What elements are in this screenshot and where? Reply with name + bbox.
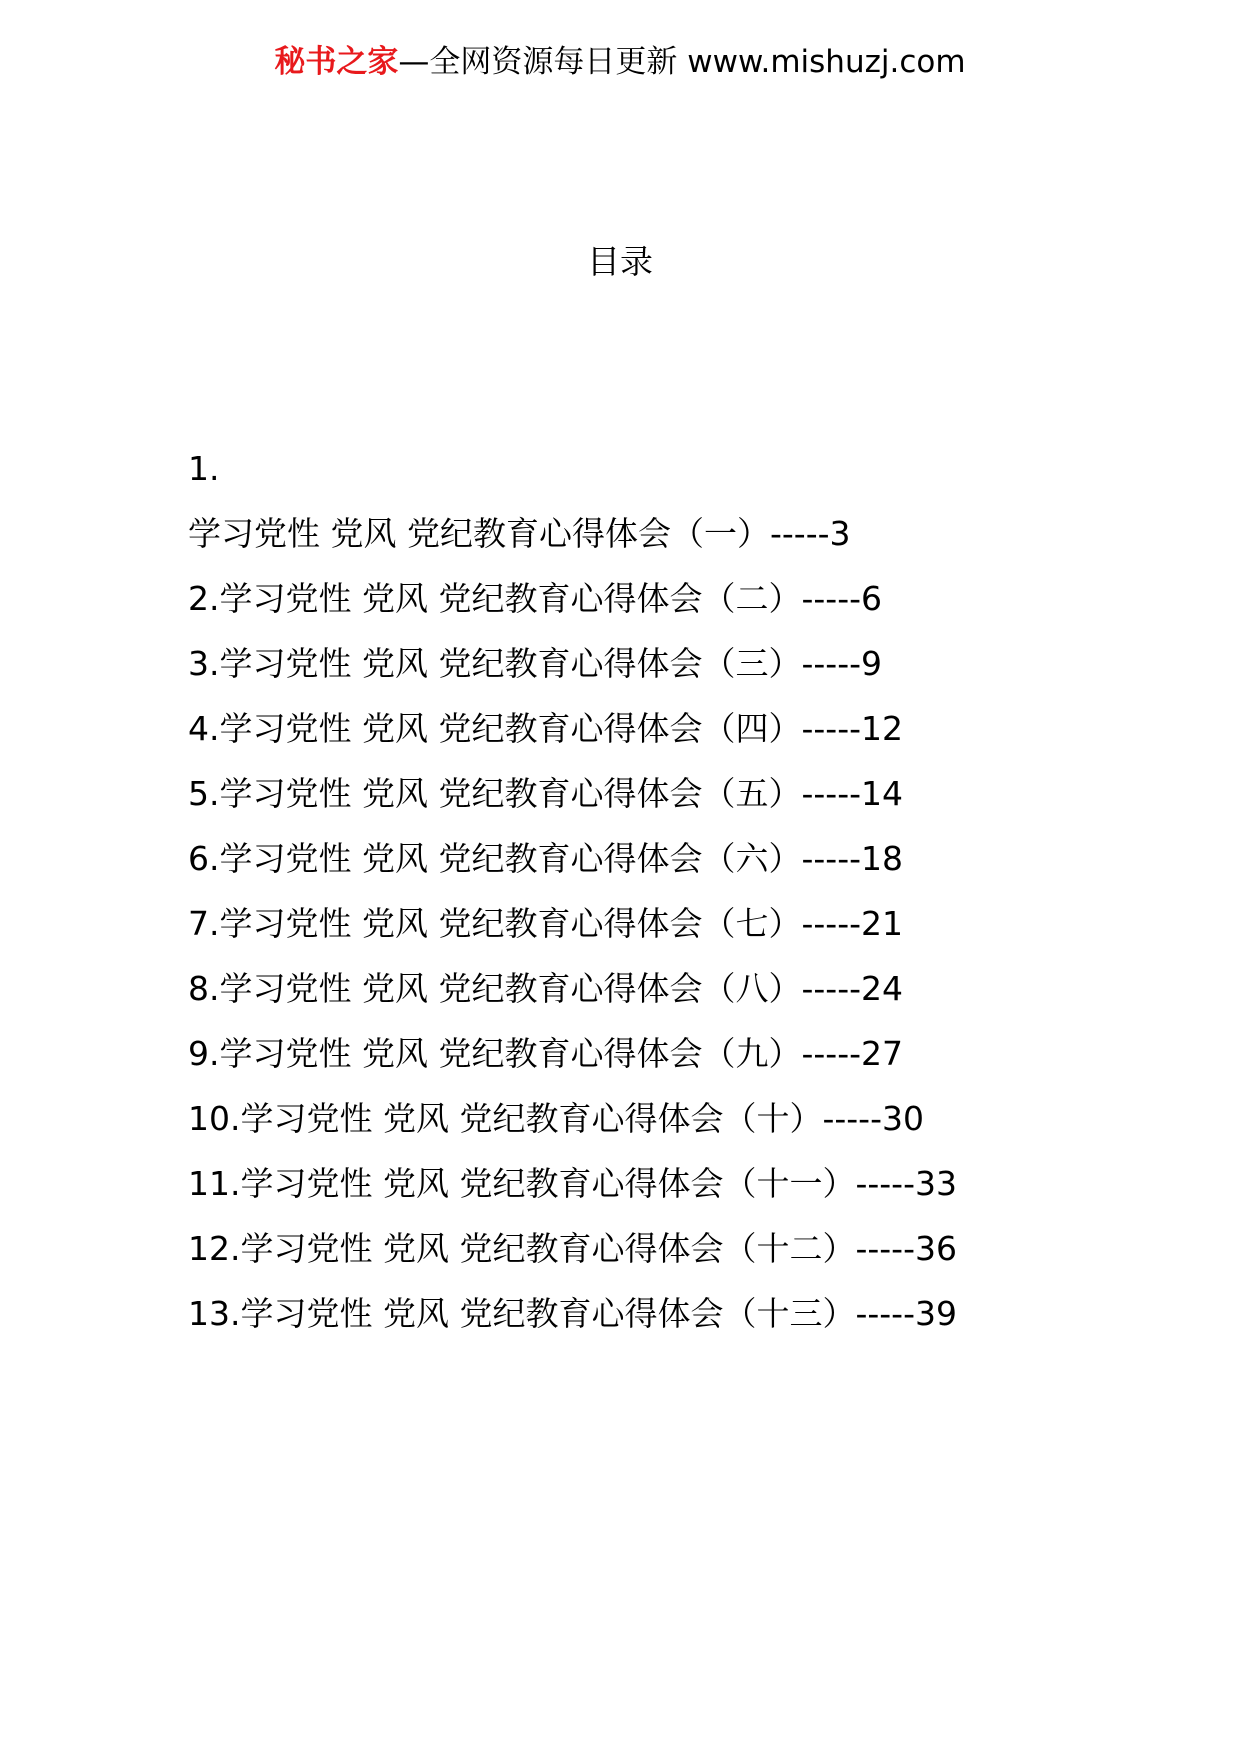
table-of-contents	[188, 436, 1188, 1346]
toc-item: 8.学习党性 党风 党纪教育心得体会（八）-----24	[188, 969, 903, 1008]
toc-item: 1.	[188, 449, 220, 488]
toc-item: 6.学习党性 党风 党纪教育心得体会（六）-----18	[188, 839, 903, 878]
brand-name: 秘书之家	[274, 44, 399, 80]
toc-item: 2.学习党性 党风 党纪教育心得体会（二）-----6	[188, 579, 882, 618]
header-tagline: —全网资源每日更新 www.mishuzj.com	[398, 44, 966, 80]
toc-item: 11.学习党性 党风 党纪教育心得体会（十一）-----33	[188, 1164, 957, 1203]
toc-item: 13.学习党性 党风 党纪教育心得体会（十三）-----39	[188, 1294, 957, 1333]
toc-item: 5.学习党性 党风 党纪教育心得体会（五）-----14	[188, 774, 903, 813]
toc-item: 3.学习党性 党风 党纪教育心得体会（三）-----9	[188, 644, 882, 683]
page-header	[0, 42, 1240, 82]
toc-item: 9.学习党性 党风 党纪教育心得体会（九）-----27	[188, 1034, 903, 1073]
document-title: 目录	[587, 242, 653, 281]
toc-item: 10.学习党性 党风 党纪教育心得体会（十）-----30	[188, 1099, 924, 1138]
toc-item: 12.学习党性 党风 党纪教育心得体会（十二）-----36	[188, 1229, 957, 1268]
toc-item: 4.学习党性 党风 党纪教育心得体会（四）-----12	[188, 709, 903, 748]
toc-item: 7.学习党性 党风 党纪教育心得体会（七）-----21	[188, 904, 903, 943]
toc-item: 学习党性 党风 党纪教育心得体会（一）-----3	[188, 514, 851, 553]
